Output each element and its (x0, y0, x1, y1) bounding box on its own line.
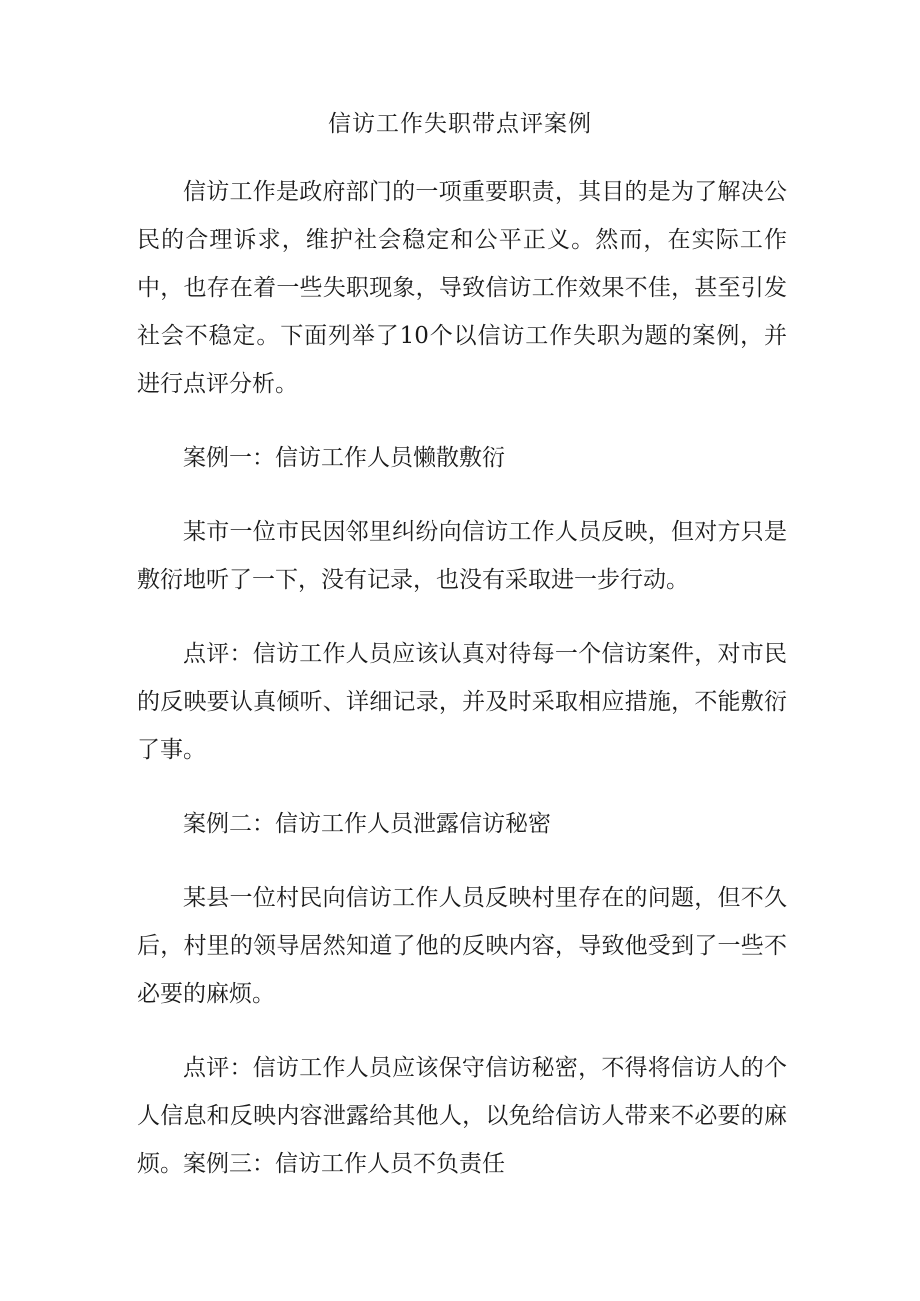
case-heading: 案例一：信访工作人员懒散敷衍 (183, 445, 505, 471)
case-comment: 点评：信访工作人员应该保守信访秘密，不得将信访人的个人信息和反映内容泄露给其他人，以免给信访人带来不必要的麻烦。案例三：信访工作人员不负责任 (137, 1055, 787, 1177)
document-body (137, 168, 787, 1188)
case-description: 某县一位村民向信访工作人员反映村里存在的问题，但不久后，村里的领导居然知道了他的反映内容，导致他受到了一些不必要的麻烦。 (137, 885, 787, 1007)
case-comment: 点评：信访工作人员应该认真对待每一个信访案件，对市民的反映要认真倾听、详细记录，并及时采取相应措施，不能敷衍了事。 (137, 641, 787, 763)
case-description: 某市一位市民因邻里纠纷向信访工作人员反映，但对方只是敷衍地听了一下，没有记录，也没有采取进一步行动。 (137, 519, 787, 593)
document-title: 信访工作失职带点评案例 (328, 111, 592, 137)
intro-paragraph: 信访工作是政府部门的一项重要职责，其目的是为了解决公民的合理诉求，维护社会稳定和公平正义。然而，在实际工作中，也存在着一些失职现象，导致信访工作效果不佳，甚至引发社会不稳定。下面列举了10个以信访工作失职为题的案例，并进行点评分析。 (137, 179, 787, 397)
case-heading: 案例二：信访工作人员泄露信访秘密 (183, 811, 551, 837)
